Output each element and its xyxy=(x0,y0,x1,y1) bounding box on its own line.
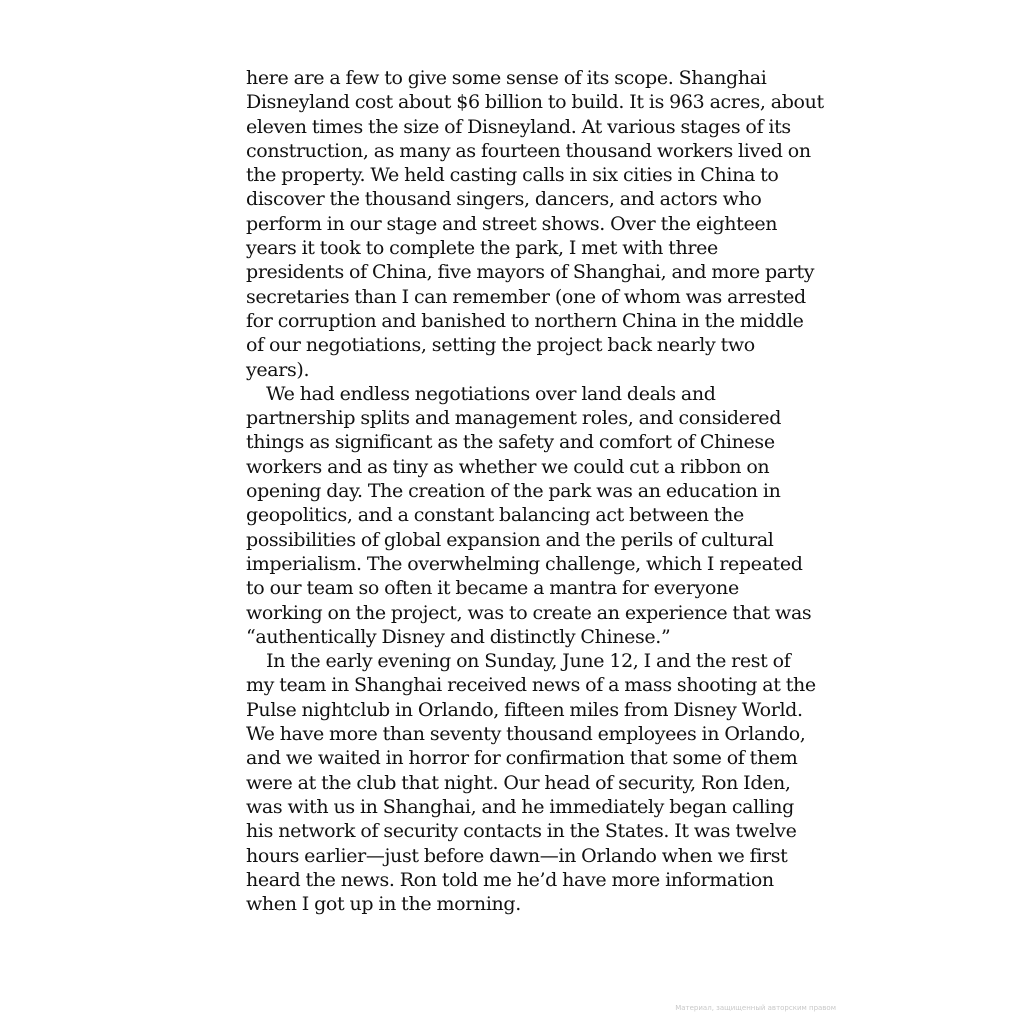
text-line: perform in our stage and street shows. Over the eighteen xyxy=(246,212,778,235)
text-line: my team in Shanghai received news of a mass shooting at the xyxy=(246,674,816,697)
text-line: We have more than seventy thousand employees in Orlando, xyxy=(246,723,806,746)
paragraph xyxy=(246,649,816,916)
text-line: was with us in Shanghai, and he immediately began calling xyxy=(246,795,794,818)
copyright-watermark: Материал, защищенный авторским правом xyxy=(675,1004,836,1012)
text-line: the property. We held casting calls in six cities in China to xyxy=(246,164,779,187)
text-line: years). xyxy=(246,358,310,381)
text-line: here are a few to give some sense of its scope. Shanghai xyxy=(246,67,767,89)
text-line: discover the thousand singers, dancers, and actors who xyxy=(246,188,762,211)
text-line: Pulse nightclub in Orlando, fifteen miles from Disney World. xyxy=(246,698,803,721)
text-line: geopolitics, and a constant balancing act between the xyxy=(246,504,744,527)
text-line: In the early evening on Sunday, June 12, I and the rest of xyxy=(266,650,791,673)
paragraph xyxy=(246,382,812,649)
text-line: Disneyland cost about $6 billion to build. It is 963 acres, about xyxy=(246,91,824,114)
text-line: his network of security contacts in the States. It was twelve xyxy=(246,820,797,843)
text-line: We had endless negotiations over land deals and xyxy=(266,382,716,405)
text-line: possibilities of global expansion and the perils of cultural xyxy=(246,528,774,551)
text-line: construction, as many as fourteen thousand workers lived on xyxy=(246,139,811,162)
text-line: heard the news. Ron told me he’d have more information xyxy=(246,868,774,891)
text-line: “authentically Disney and distinctly Chinese.” xyxy=(246,625,671,648)
text-line: eleven times the size of Disneyland. At various stages of its xyxy=(246,115,791,138)
text-line: to our team so often it became a mantra for everyone xyxy=(246,577,739,600)
text-line: imperialism. The overwhelming challenge, which I repeated xyxy=(246,552,803,575)
text-line: were at the club that night. Our head of security, Ron Iden, xyxy=(246,771,791,794)
text-line: when I got up in the morning. xyxy=(246,893,521,916)
text-line: for corruption and banished to northern China in the middle xyxy=(246,309,804,332)
text-line: opening day. The creation of the park was an education in xyxy=(246,480,781,503)
text-line: of our negotiations, setting the project back nearly two xyxy=(246,334,755,357)
text-line: secretaries than I can remember (one of whom was arrested xyxy=(246,285,806,308)
paragraph xyxy=(246,66,824,382)
text-line: and we waited in horror for confirmation that some of them xyxy=(246,747,798,770)
text-line: workers and as tiny as whether we could cut a ribbon on xyxy=(246,455,770,478)
text-line: years it took to complete the park, I met with three xyxy=(246,237,718,260)
text-line: partnership splits and management roles, and considered xyxy=(246,407,782,430)
text-line: hours earlier—just before dawn—in Orlando when we first xyxy=(246,844,788,867)
text-line: things as significant as the safety and comfort of Chinese xyxy=(246,431,775,454)
body-text xyxy=(246,66,824,916)
text-line: presidents of China, five mayors of Shanghai, and more party xyxy=(246,261,815,284)
text-line: working on the project, was to create an experience that was xyxy=(246,601,812,624)
